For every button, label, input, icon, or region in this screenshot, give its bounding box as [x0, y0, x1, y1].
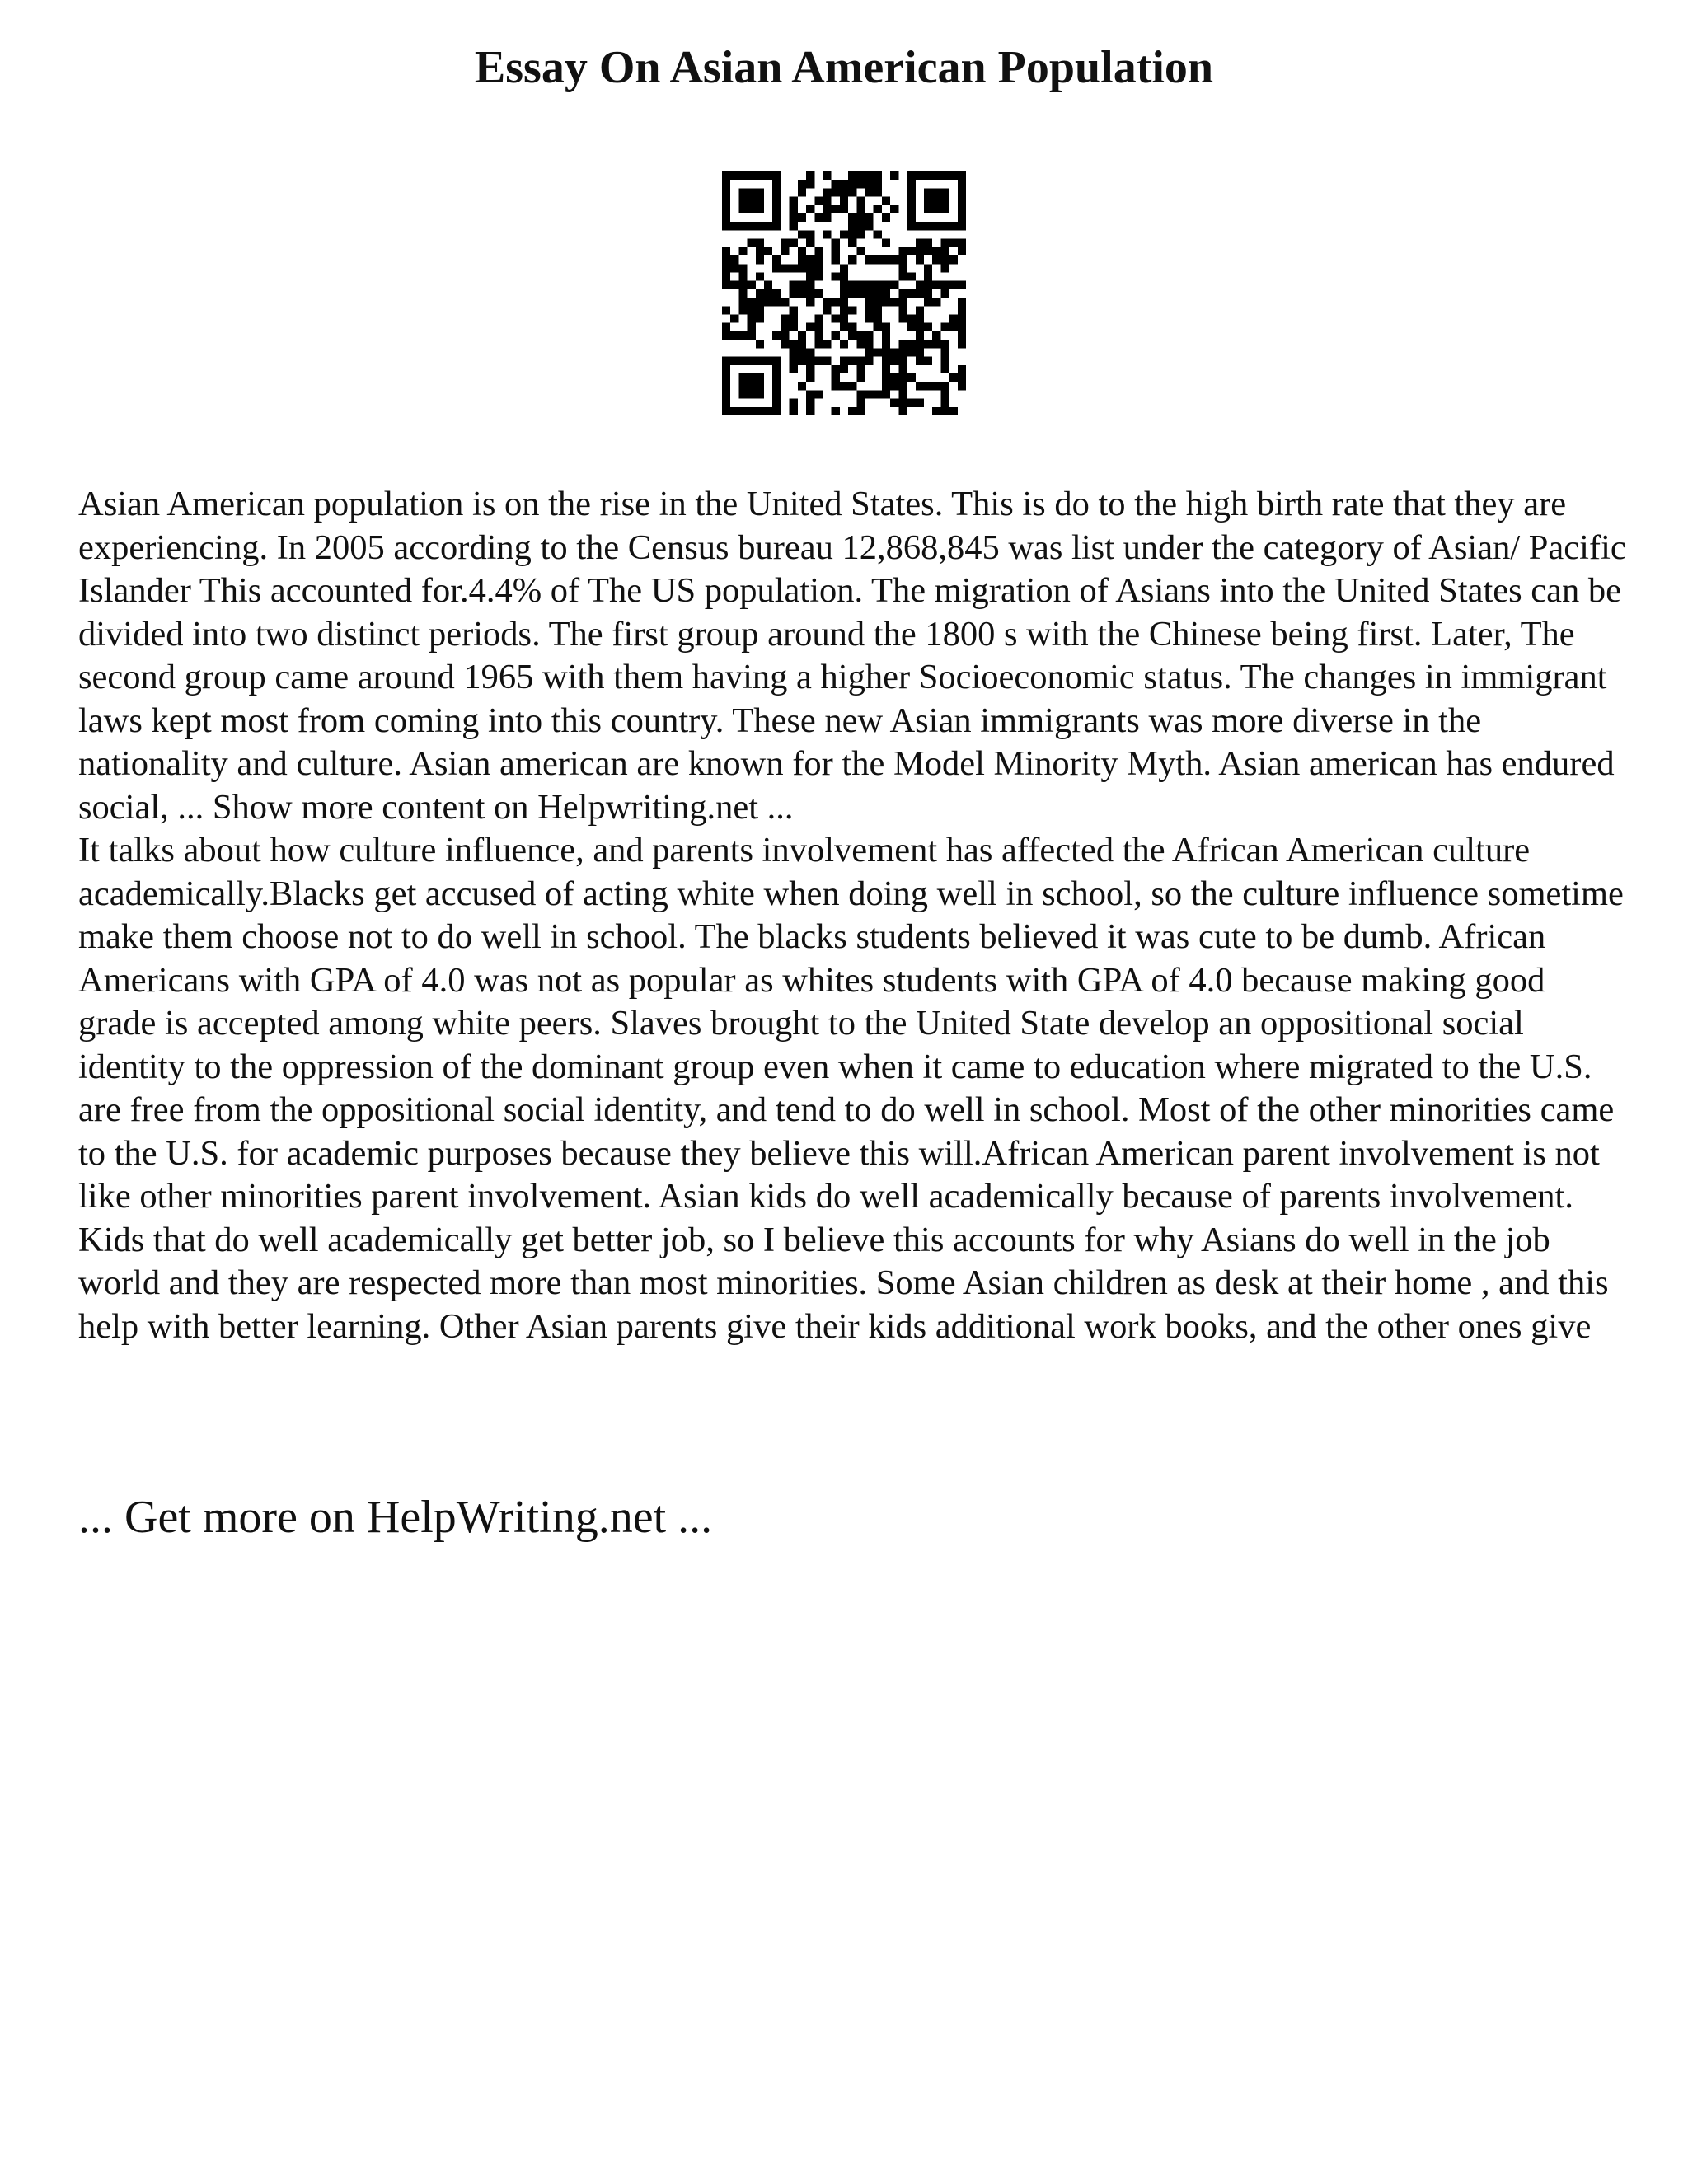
essay-paragraph-2: It talks about how culture influence, and parents involvement has affected the African American culture academically.Blacks get accused of acting white when doing well in school, so the culture influence sometime make them choose not to do well in school. The blacks students believed it was cute to be dumb. African Americans with GPA of 4.0 was not as popular as whites students with GPA of 4.0 because making good grade is accepted among white peers. Slaves brought to the United State develop an oppositional social identity to the oppression of the dominant group even when it came to education where migrated to the U.S. are free from the oppositional social identity, and tend to do well in school. Most of the other minorities came to the U.S. for academic purposes because they believe this will.African American parent involvement is not like other minorities parent involvement. Asian kids do well academically because of parents involvement. Kids that do well academically get better job, so I believe this accounts for why Asians do well in the job world and they are respected more than most minorities. Some Asian children as desk at their home , and this help with better learning. Other Asian parents give their kids additional work books, and the other ones give: [78, 831, 1624, 1346]
essay-paragraph-1: Asian American population is on the rise in the United States. This is do to the high birth rate that they are experiencing. In 2005 according to the Census bureau 12,868,845 was list under the category of Asian/ Pacific Islander This accounted for.4.4% of The US population. The migration of Asians into the United States can be divided into two distinct periods. The first group around the 1800 s with the Chinese being first. Later, The second group came around 1965 with them having a higher Socioeconomic status. The changes in immigrant laws kept most from coming into this country. These new Asian immigrants was more diverse in the nationality and culture. Asian american are known for the Model Minority Myth. Asian american has endured social, ... Show more content on Helpwriting.net ...: [78, 485, 1626, 827]
get-more-link[interactable]: ... Get more on HelpWriting.net ...: [78, 1492, 713, 1543]
page-title: Essay On Asian American Population: [474, 42, 1214, 93]
essay-body: [78, 483, 1628, 1348]
qr-code-icon[interactable]: [722, 171, 966, 415]
